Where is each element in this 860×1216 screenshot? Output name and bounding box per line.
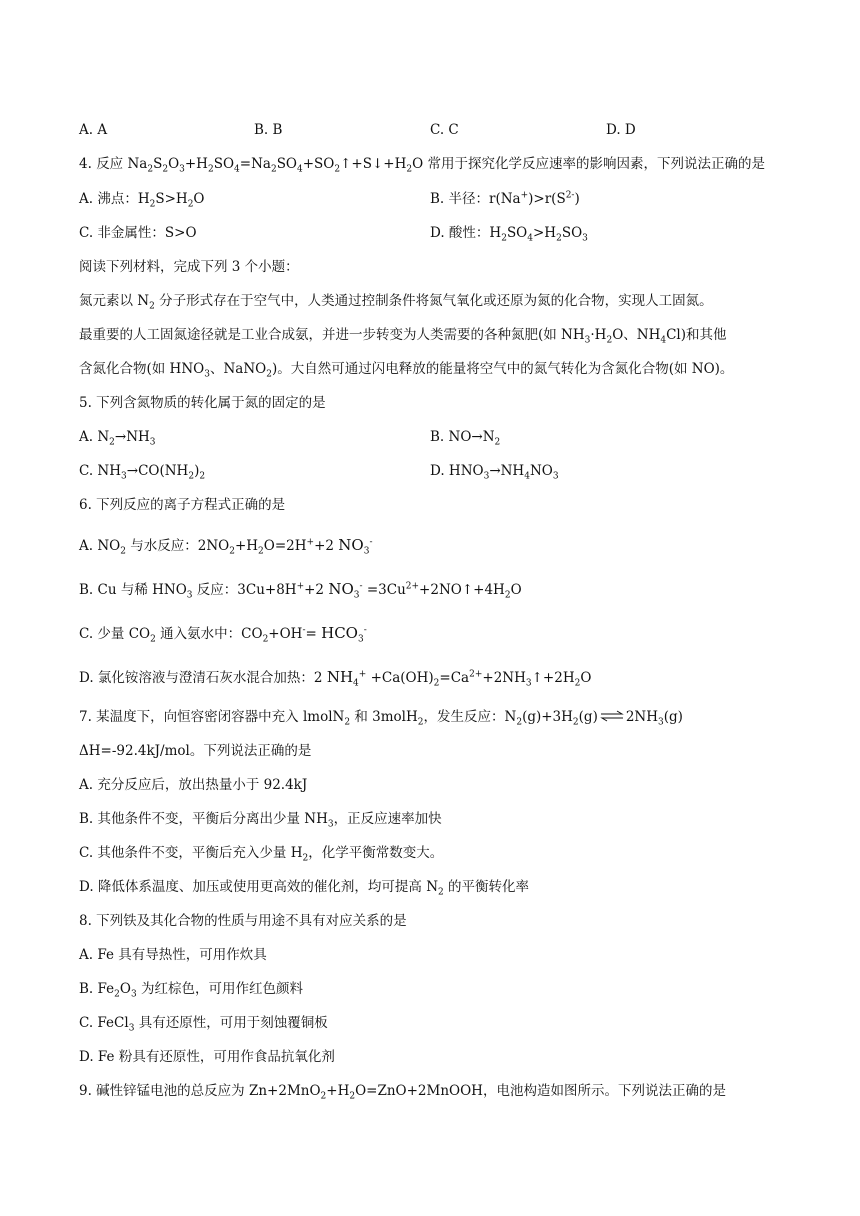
- q9-stem: 9. 碱性锌锰电池的总反应为 $Zn+2MnO_2+H_2O=ZnO+2MnOOH$，电池构造如图所示。下列说法正确的是: [79, 1083, 726, 1102]
- q3-option-a: A. A: [79, 122, 108, 138]
- q6-option-c: C. 少量 $CO_2$ 通入氨水中：$CO_2+OH^-= HCO_3^-$: [79, 624, 367, 645]
- equilibrium-arrow-icon: [600, 709, 624, 727]
- q5-stem: 5. 下列含氮物质的转化属于氮的固定的是: [79, 395, 326, 411]
- q6-option-d: D. 氯化铵溶液与澄清石灰水混合加热：2 $NH_4^+$ $+Ca(OH)_2=Ca^{2+}+2NH_3↑+2H_2O$: [79, 668, 592, 689]
- q4-stem: 4. 反应 $Na_2S_2O_3+H_2SO_4=Na_2SO_4+SO_2↑+S↓+H_2O$ 常用于探究化学反应速率的影响因素，下列说法正确的是: [79, 156, 765, 175]
- q4-option-d: D. 酸性：$H_2SO_4>H_2SO_3$: [430, 225, 588, 244]
- q7-delta-h: ΔH=-92.4kJ/mol。下列说法正确的是: [79, 743, 312, 759]
- q4-option-a: A. 沸点：$H_2S>H_2O$: [79, 191, 205, 210]
- q6-option-b: B. Cu 与稀 $HNO_3$ 反应：3Cu+8H++2 $NO_3^-$ $=3Cu^{2+}+2NO↑+4H_2O$: [79, 580, 522, 601]
- q6-stem: 6. 下列反应的离子方程式正确的是: [79, 497, 286, 513]
- q6-option-a: A. $NO_2$ 与水反应：$2NO_2+H_2O=2H^++2$ $NO_3^-$: [79, 536, 373, 557]
- q5-option-b: B. $NO\to N_2$: [430, 429, 501, 448]
- reading-paragraph-line-2: 最重要的人工固氮途径就是工业合成氨，并进一步转变为人类需要的各种氮肥(如 $NH_3\cdot H_2O$、$NH_4Cl$)和其他: [79, 327, 727, 346]
- q3-option-d: D. D: [606, 122, 636, 138]
- q3-option-b: B. B: [254, 122, 283, 138]
- q7-option-a: A. 充分反应后，放出热量小于 92.4kJ: [79, 777, 308, 793]
- q7-option-d: D. 降低体系温度、加压或使用更高效的催化剂，均可提高 $N_2$ 的平衡转化率: [79, 879, 530, 898]
- reading-intro: 阅读下列材料，完成下列 3 个小题：: [79, 259, 299, 275]
- q5-option-c: C. $NH_3\to CO(NH_2)_2$: [79, 463, 206, 482]
- q8-stem: 8. 下列铁及其化合物的性质与用途不具有对应关系的是: [79, 913, 407, 929]
- q7-option-c: C. 其他条件不变，平衡后充入少量 $H_2$，化学平衡常数变大。: [79, 845, 444, 864]
- q8-option-d: D. Fe 粉具有还原性，可用作食品抗氧化剂: [79, 1049, 335, 1065]
- q4-option-c: C. 非金属性：S>O: [79, 225, 197, 241]
- reading-paragraph-line-3: 含氮化合物(如 $HNO_3$、NaNO$_2$)。大自然可通过闪电释放的能量将空气中的氮气转化为含氮化合物(如 NO)。: [79, 361, 734, 380]
- reading-paragraph-line-1: 氮元素以 $N_2$ 分子形式存在于空气中，人类通过控制条件将氮气氧化或还原为氮的化合物，实现人工固氮。: [79, 293, 713, 312]
- q7-option-b: B. 其他条件不变，平衡后分离出少量 $NH_3$，正反应速率加快: [79, 811, 442, 830]
- q3-option-c: C. C: [430, 122, 459, 138]
- q7-stem: 7. 某温度下，向恒容密闭容器中充入 lmolN$_2$ 和 3molH$_2$，发生反应：$N_2(g)+3H_2(g)$ $2NH_3(g)$: [79, 709, 683, 728]
- q8-option-b: B. $Fe_2O_3$ 为红棕色，可用作红色颜料: [79, 981, 303, 1000]
- q5-option-d: D. $HNO_3\to NH_4NO_3$: [430, 463, 559, 482]
- q4-option-b: B. 半径：$r(Na^+)>r(S^{2-})$: [430, 190, 580, 207]
- q5-option-a: A. $N_2\to NH_3$: [79, 429, 156, 448]
- q8-option-c: C. FeCl$_3$ 具有还原性，可用于刻蚀覆铜板: [79, 1015, 328, 1034]
- q8-option-a: A. Fe 具有导热性，可用作炊具: [79, 947, 267, 963]
